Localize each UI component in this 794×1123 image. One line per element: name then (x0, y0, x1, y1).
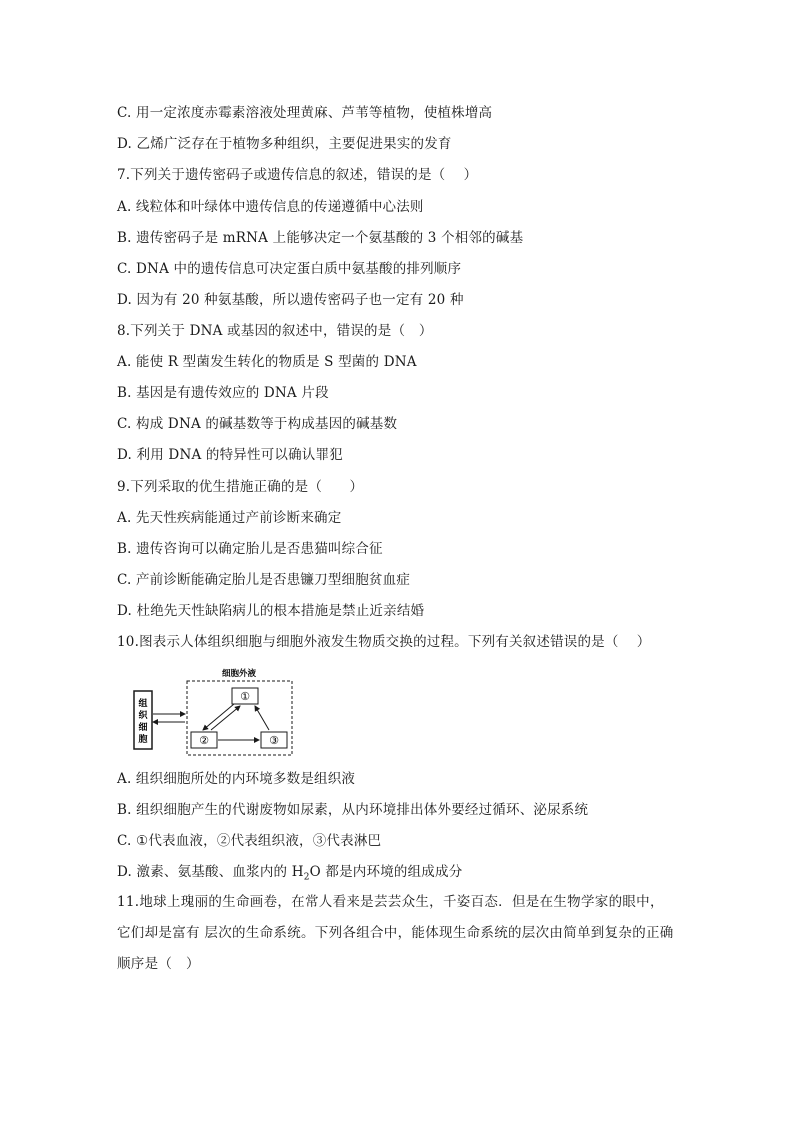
option-10d-suffix: O 都是内环境的组成成分 (309, 864, 463, 880)
option-6d: D. 乙烯广泛存在于植物多种组织，主要促进果实的发育 (117, 136, 452, 152)
option-7d: D. 因为有 20 种氨基酸，所以遗传密码子也一定有 20 种 (117, 292, 464, 308)
arrow-3-to-1 (255, 706, 269, 730)
tissue-cell-char: 组 (138, 699, 148, 709)
tissue-cell-char: 细 (138, 723, 148, 733)
option-9a: A. 先天性疾病能通过产前诊断来确定 (117, 510, 342, 526)
arrow-1-to-2 (203, 704, 234, 730)
question-10: 10.图表示人体组织细胞与细胞外液发生物质交换的过程。下列有关叙述错误的是（ ） (117, 634, 651, 650)
option-10d (117, 863, 462, 887)
body-fluid-diagram (131, 664, 295, 758)
option-10d-subscript: 2 (303, 872, 310, 883)
question-11: 11.地球上瑰丽的生命画卷，在常人看来是芸芸众生，千姿百态．但是在生物学家的眼中，它们却是富有 层次的生命系统。下列各组合中，能体现生命系统的层次由简单到复杂的正确顺序是（ ） (117, 894, 674, 972)
tissue-cell-char: 织 (138, 711, 148, 721)
node-1-label: ① (240, 690, 250, 703)
option-9d: D. 杜绝先天性缺陷病儿的根本措施是禁止近亲结婚 (117, 603, 425, 619)
question-9: 9.下列采取的优生措施正确的是（ ） (117, 479, 364, 495)
option-10c: C. ①代表血液，②代表组织液，③代表淋巴 (117, 833, 382, 849)
tissue-cell-char: 胞 (138, 735, 148, 745)
extracellular-fluid-label: 细胞外液 (221, 669, 257, 679)
option-10a: A. 组织细胞所处的内环境多数是组织液 (117, 771, 356, 787)
option-7c: C. DNA 中的遗传信息可决定蛋白质中氨基酸的排列顺序 (117, 261, 462, 277)
question-7: 7.下列关于遗传密码子或遗传信息的叙述，错误的是（ ） (117, 167, 478, 183)
arrow-2-to-1 (211, 706, 240, 730)
option-10b: B. 组织细胞产生的代谢废物如尿素，从内环境排出体外要经过循环、泌尿系统 (117, 802, 589, 818)
option-9b: B. 遗传咨询可以确定胎儿是否患猫叫综合征 (117, 541, 383, 557)
option-10d-prefix: D. 激素、氨基酸、血浆内的 H (117, 864, 304, 880)
option-8a: A. 能使 R 型菌发生转化的物质是 S 型菌的 DNA (117, 354, 417, 370)
option-7b: B. 遗传密码子是 mRNA 上能够决定一个氨基酸的 3 个相邻的碱基 (117, 230, 524, 246)
node-3-label: ③ (269, 734, 279, 747)
option-8c: C. 构成 DNA 的碱基数等于构成基因的碱基数 (117, 416, 398, 432)
option-8d: D. 利用 DNA 的特异性可以确认罪犯 (117, 447, 343, 463)
option-7a: A. 线粒体和叶绿体中遗传信息的传递遵循中心法则 (117, 199, 424, 215)
option-8b: B. 基因是有遗传效应的 DNA 片段 (117, 385, 329, 401)
option-6c: C. 用一定浓度赤霉素溶液处理黄麻、芦苇等植物，使植株增高 (117, 105, 493, 121)
node-2-label: ② (199, 734, 209, 747)
option-9c: C. 产前诊断能确定胎儿是否患镰刀型细胞贫血症 (117, 572, 411, 588)
question-8: 8.下列关于 DNA 或基因的叙述中，错误的是（ ） (117, 323, 433, 339)
